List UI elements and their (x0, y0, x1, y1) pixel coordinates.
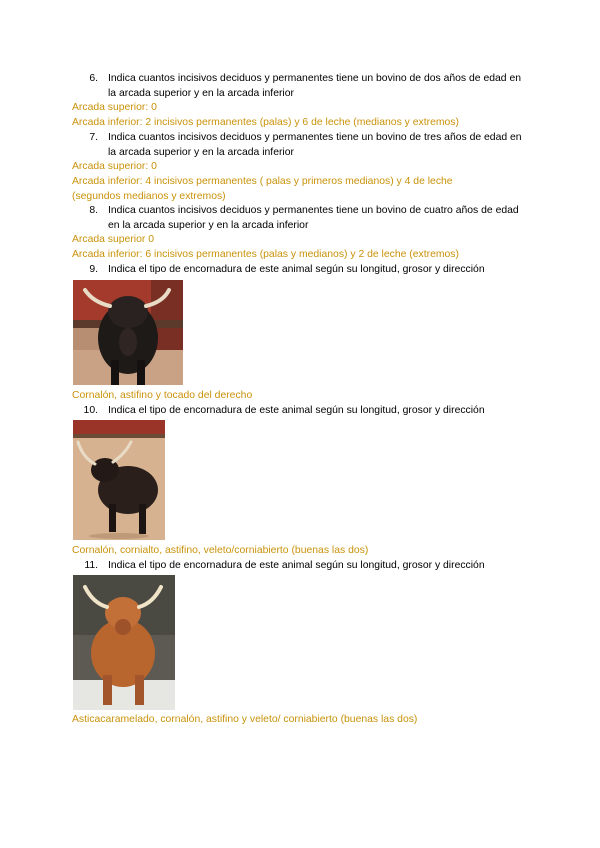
question-text: Indica cuantos incisivos deciduos y permanentes tiene un bovino de cuatro años de edad en la arcada superior y en la arcada inferior (108, 205, 519, 231)
answer-q10: Cornalón, cornialto, astifino, veleto/corniabierto (buenas las dos) (72, 545, 369, 556)
question-number: 9. (89, 264, 98, 275)
bull-photo-2 (73, 420, 165, 540)
answer-q11: Asticacaramelado, cornalón, astifino y veleto/ corniabierto (buenas las dos) (72, 714, 418, 725)
answer-q8-inferior: Arcada inferior: 6 incisivos permanentes (palas y medianos) y 2 de leche (extremos) (72, 249, 459, 260)
question-text: Indica cuantos incisivos deciduos y permanentes tiene un bovino de tres años de edad en la arcada superior y en la arcada inferior (108, 132, 522, 158)
question-number: 10. (83, 405, 98, 416)
bull-photo-1 (73, 280, 183, 385)
answer-q6-superior: Arcada superior: 0 (72, 102, 157, 113)
question-text: Indica cuantos incisivos deciduos y permanentes tiene un bovino de dos años de edad en la arcada superior y en la arcada inferior (108, 73, 522, 99)
question-number: 7. (89, 132, 98, 143)
question-number: 6. (89, 73, 98, 84)
answer-q9: Cornalón, astifino y tocado del derecho (72, 390, 253, 401)
question-text: Indica el tipo de encornadura de este animal según su longitud, grosor y dirección (108, 560, 485, 571)
answer-q7-superior: Arcada superior: 0 (72, 161, 157, 172)
answer-q7-inferior: Arcada inferior: 4 incisivos permanentes ( palas y primeros medianos) y 4 de leche (segundos medianos y extremos) (72, 176, 453, 202)
question-number: 11. (84, 560, 98, 571)
question-number: 8. (89, 205, 98, 216)
answer-q6-inferior: Arcada inferior: 2 incisivos permanentes (palas) y 6 de leche (medianos y extremos) (72, 117, 459, 128)
question-text: Indica el tipo de encornadura de este animal según su longitud, grosor y dirección (108, 405, 485, 416)
bull-photo-3 (73, 575, 175, 710)
question-text: Indica el tipo de encornadura de este animal según su longitud, grosor y dirección (108, 264, 485, 275)
answer-q8-superior: Arcada superior 0 (72, 234, 155, 245)
